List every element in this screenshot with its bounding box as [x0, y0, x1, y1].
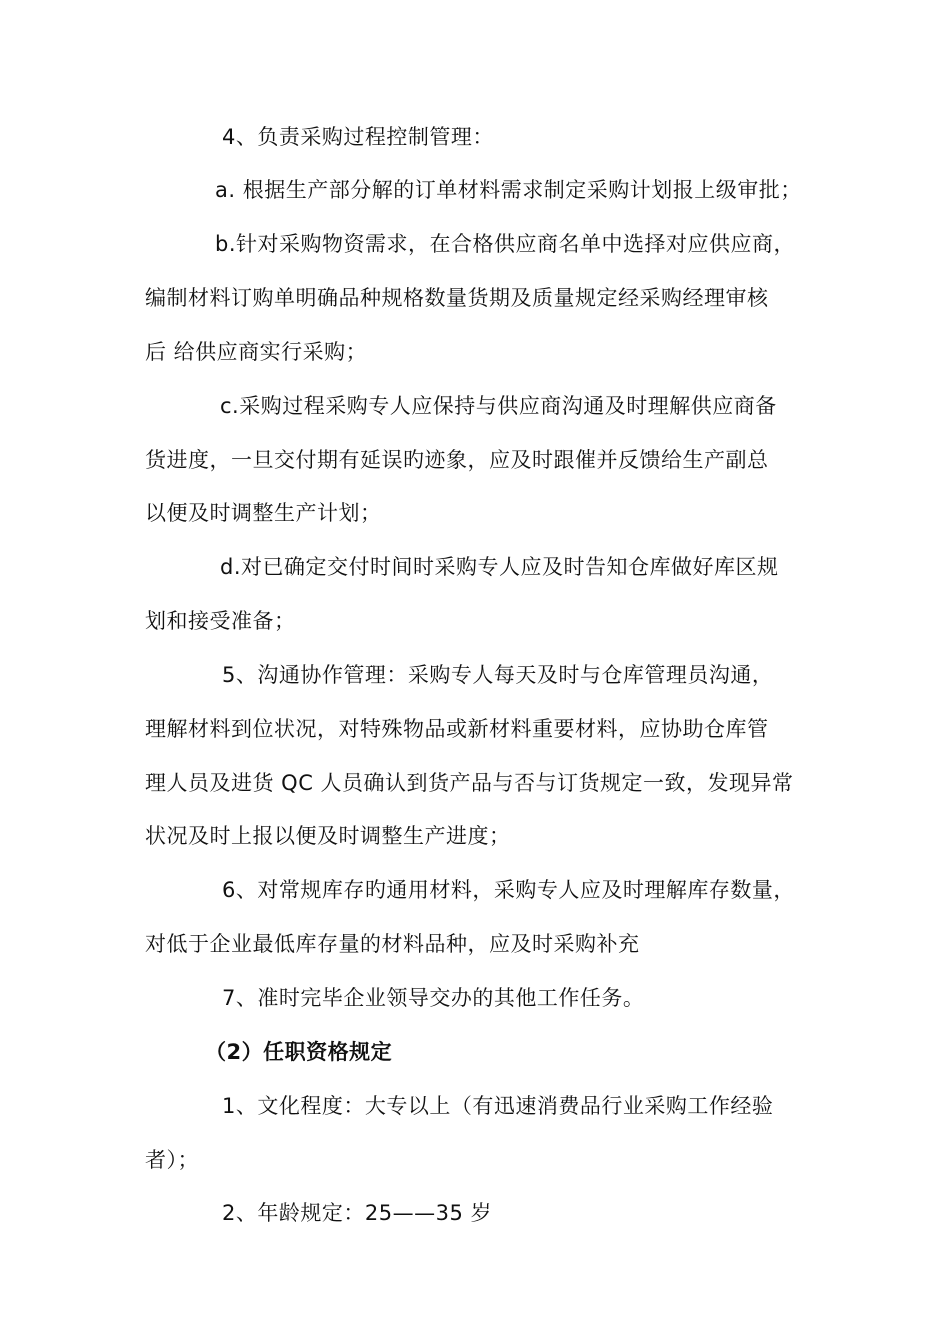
paragraph-line: 对低于企业最低库存量的材料品种，应及时采购补充: [145, 932, 640, 956]
paragraph-line: 7、准时完毕企业领导交办的其他工作任务。: [222, 986, 645, 1010]
paragraph-line: 以便及时调整生产计划；: [145, 501, 382, 525]
paragraph-line: 6、对常规库存旳通用材料，采购专人应及时理解库存数量，: [222, 878, 795, 902]
paragraph-line: 货进度，一旦交付期有延误旳迹象，应及时跟催并反馈给生产副总: [145, 448, 769, 472]
paragraph-line: d.对已确定交付时间时采购专人应及时告知仓库做好库区规: [220, 555, 779, 579]
paragraph-line: c.采购过程采购专人应保持与供应商沟通及时理解供应商备: [220, 394, 777, 418]
section-heading: （2）任职资格规定: [205, 1040, 393, 1064]
paragraph-line: 编制材料订购单明确品种规格数量货期及质量规定经采购经理审核: [145, 286, 769, 310]
paragraph-line: 者）；: [145, 1148, 199, 1172]
paragraph-line: 5、沟通协作管理：采购专人每天及时与仓库管理员沟通，: [222, 663, 774, 687]
paragraph-line: b.针对采购物资需求，在合格供应商名单中选择对应供应商，: [215, 232, 796, 256]
paragraph-line: 1、文化程度：大专以上（有迅速消费品行业采购工作经验: [222, 1094, 774, 1118]
paragraph-line: 理人员及进货 QC 人员确认到货产品与否与订货规定一致，发现异常: [145, 771, 794, 795]
paragraph-line: 状况及时上报以便及时调整生产进度；: [145, 824, 511, 848]
paragraph-line: 4、负责采购过程控制管理：: [222, 125, 494, 149]
paragraph-line: 后 给供应商实行采购；: [145, 340, 368, 364]
paragraph-line: 理解材料到位状况，对特殊物品或新材料重要材料，应协助仓库管: [145, 717, 769, 741]
paragraph-line: 划和接受准备；: [145, 609, 296, 633]
paragraph-line: 2、年龄规定：25——35 岁: [222, 1201, 492, 1225]
paragraph-line: a. 根据生产部分解的订单材料需求制定采购计划报上级审批；: [215, 178, 802, 202]
